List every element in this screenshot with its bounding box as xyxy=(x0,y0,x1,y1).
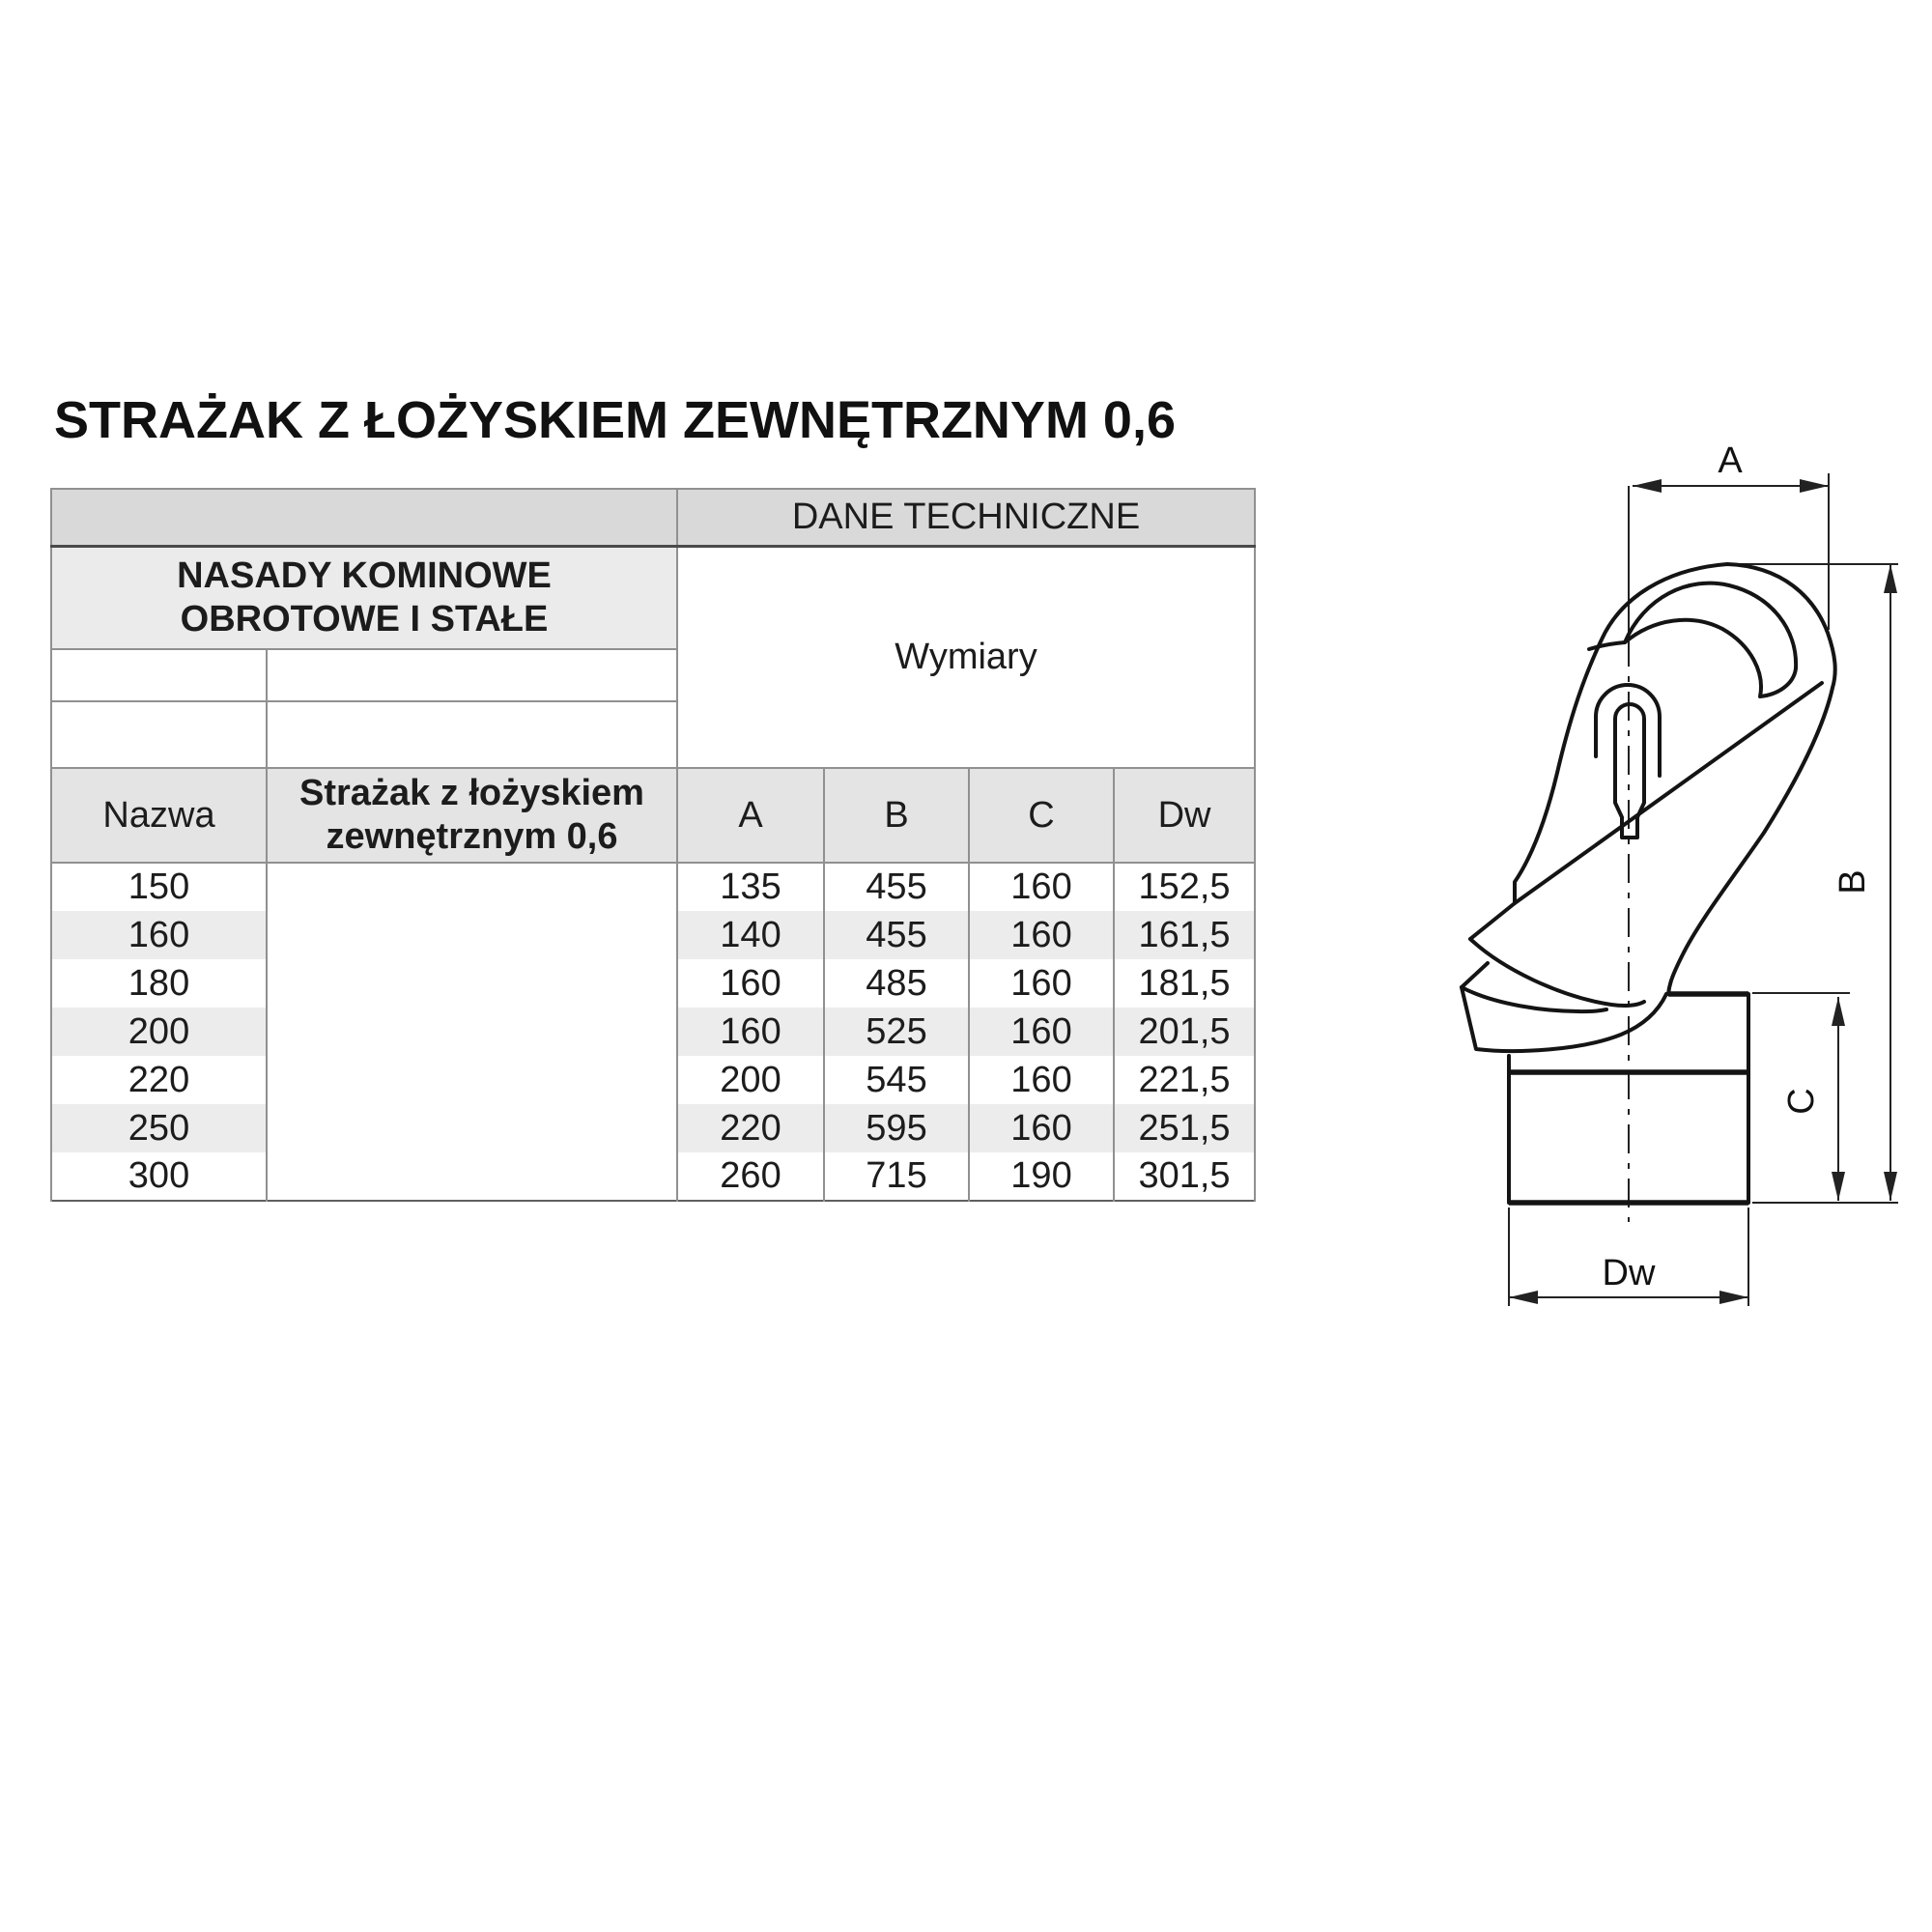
cowl-diagonal-seam xyxy=(1515,683,1822,903)
value-a: 160 xyxy=(677,959,824,1008)
dim-c-arrow-bottom xyxy=(1832,1172,1845,1201)
table-row-section-headers xyxy=(51,489,1255,546)
product-column-header xyxy=(267,768,677,863)
dim-c-arrow-top xyxy=(1832,997,1845,1026)
dim-label-dw: Dw xyxy=(1602,1253,1656,1293)
dim-a-arrow-left xyxy=(1633,479,1662,493)
dim-b-arrow-top xyxy=(1884,564,1897,593)
product-image-cell xyxy=(267,863,677,1201)
empty-cell xyxy=(267,649,677,701)
value-c: 190 xyxy=(969,1152,1114,1201)
nasady-header-line1: NASADY KOMINOWE xyxy=(177,554,552,596)
nazwa-column-header: Nazwa xyxy=(51,768,267,863)
value-a: 220 xyxy=(677,1104,824,1152)
technical-drawing xyxy=(1430,406,1932,1352)
empty-cell xyxy=(51,649,267,701)
value-c: 160 xyxy=(969,911,1114,959)
dim-b-arrow-bottom xyxy=(1884,1172,1897,1201)
product-header-line1: Strażak z łożyskiem xyxy=(299,773,644,814)
value-b: 545 xyxy=(824,1056,969,1104)
column-header-a: A xyxy=(677,768,824,863)
value-b: 525 xyxy=(824,1008,969,1056)
table-row-group-header xyxy=(51,546,1255,649)
column-header-dw: Dw xyxy=(1114,768,1255,863)
value-c: 160 xyxy=(969,1104,1114,1152)
value-a: 135 xyxy=(677,863,824,911)
row-name-cell: 180 xyxy=(51,959,267,1008)
value-a: 260 xyxy=(677,1152,824,1201)
empty-corner-cell xyxy=(51,489,677,546)
value-dw: 221,5 xyxy=(1114,1056,1255,1104)
value-b: 485 xyxy=(824,959,969,1008)
value-c: 160 xyxy=(969,1056,1114,1104)
dane-techniczne-header: DANE TECHNICZNE xyxy=(677,489,1255,546)
table-row-column-headers xyxy=(51,768,1255,863)
row-name-cell: 250 xyxy=(51,1104,267,1152)
dim-dw-arrow-left xyxy=(1509,1291,1538,1304)
dim-label-c: C xyxy=(1781,1088,1822,1115)
value-c: 160 xyxy=(969,1008,1114,1056)
value-dw: 201,5 xyxy=(1114,1008,1255,1056)
cowl-crescent-cutout xyxy=(1625,583,1796,696)
dim-dw-arrow-right xyxy=(1719,1291,1748,1304)
cowl-shoulder-line xyxy=(1589,642,1625,649)
column-header-b: B xyxy=(824,768,969,863)
cowl-base-outline xyxy=(1462,987,1666,1051)
empty-cell xyxy=(267,701,677,768)
value-c: 160 xyxy=(969,863,1114,911)
value-b: 595 xyxy=(824,1104,969,1152)
value-dw: 161,5 xyxy=(1114,911,1255,959)
cowl-outline xyxy=(1470,564,1835,994)
dim-a-arrow-right xyxy=(1800,479,1829,493)
wymiary-header: Wymiary xyxy=(677,546,1255,768)
value-b: 455 xyxy=(824,911,969,959)
row-name-cell: 150 xyxy=(51,863,267,911)
row-name-cell: 200 xyxy=(51,1008,267,1056)
value-dw: 301,5 xyxy=(1114,1152,1255,1201)
technical-data-table xyxy=(50,488,1256,1202)
nasady-header-line2: OBROTOWE I STAŁE xyxy=(180,598,549,639)
dim-label-a: A xyxy=(1718,440,1743,481)
table-row xyxy=(51,863,1255,911)
value-c: 160 xyxy=(969,959,1114,1008)
cowl-lip-upper xyxy=(1470,939,1644,1006)
value-b: 455 xyxy=(824,863,969,911)
value-dw: 181,5 xyxy=(1114,959,1255,1008)
dim-label-b: B xyxy=(1833,869,1873,895)
product-header-line2: zewnętrznym 0,6 xyxy=(326,816,618,857)
page-title: STRAŻAK Z ŁOŻYSKIEM ZEWNĘTRZNYM 0,6 xyxy=(54,391,1176,449)
value-a: 160 xyxy=(677,1008,824,1056)
value-a: 200 xyxy=(677,1056,824,1104)
row-name-cell: 220 xyxy=(51,1056,267,1104)
value-a: 140 xyxy=(677,911,824,959)
value-b: 715 xyxy=(824,1152,969,1201)
column-header-c: C xyxy=(969,768,1114,863)
nasady-kominowe-header xyxy=(51,546,677,649)
empty-cell xyxy=(51,701,267,768)
value-dw: 152,5 xyxy=(1114,863,1255,911)
value-dw: 251,5 xyxy=(1114,1104,1255,1152)
row-name-cell: 300 xyxy=(51,1152,267,1201)
cowl-lip-lower xyxy=(1462,963,1606,1011)
row-name-cell: 160 xyxy=(51,911,267,959)
